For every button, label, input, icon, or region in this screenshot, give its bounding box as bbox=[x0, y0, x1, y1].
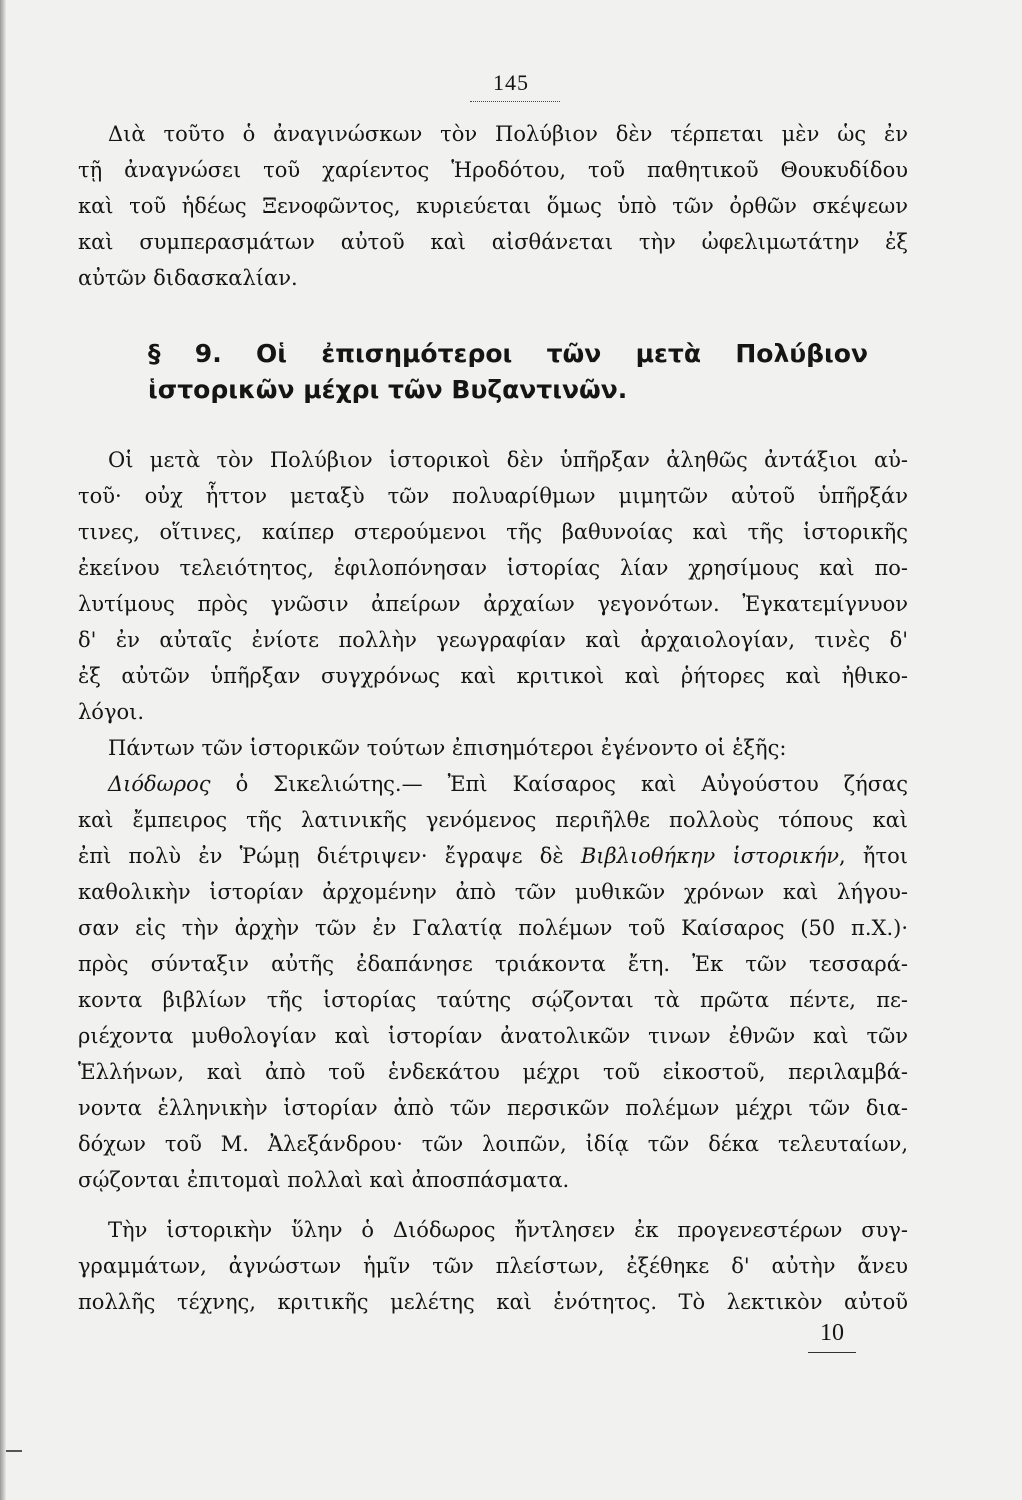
text-line: λυτίμους πρὸς γνῶσιν ἀπείρων ἀρχαίων γεγονότων. Ἐγκατεμίγνυον bbox=[78, 592, 908, 616]
text-line: καὶ ἔμπειρος τῆς λατινικῆς γενόμενος περιῆλθε πολλοὺς τόπους καὶ bbox=[78, 808, 908, 832]
historian-name: Διόδωρος bbox=[108, 772, 211, 796]
text-line: Τὴν ἱστορικὴν ὕλην ὁ Διόδωρος ἤντλησεν ἐκ προγενεστέρων συγ- bbox=[108, 1218, 908, 1242]
text-fragment: ὁ Σικελιώτης.— Ἐπὶ Καίσαρος καὶ Αὐγούστου ζήσας bbox=[210, 772, 908, 796]
list-intro-paragraph bbox=[78, 730, 908, 766]
text-line: πρὸς σύνταξιν αὐτῆς ἐδαπάνησε τριάκοντα ἔτη. Ἐκ τῶν τεσσαρά- bbox=[78, 952, 908, 976]
text-line: δόχων τοῦ Μ. Ἀλεξάνδρου· τῶν λοιπῶν, ἰδίᾳ τῶν δέκα τελευταίων, bbox=[78, 1132, 908, 1156]
text-line: λόγοι. bbox=[78, 700, 145, 724]
text-line: τινες, οἵτινες, καίπερ στερούμενοι τῆς βαθυνοίας καὶ τῆς ἱστορικῆς bbox=[78, 520, 908, 544]
text-line: τοῦ· οὐχ ἧττον μεταξὺ τῶν πολυαρίθμων μιμητῶν αὐτοῦ ὑπῆρξάν bbox=[78, 484, 908, 508]
text-line: κοντα βιβλίων τῆς ἱστορίας ταύτης σῴζονται τὰ πρῶτα πέντε, πε- bbox=[78, 988, 908, 1012]
text-line bbox=[78, 766, 908, 802]
text-line: καὶ συμπερασμάτων αὐτοῦ καὶ αἰσθάνεται τὴν ὠφελιμωτάτην ἐξ bbox=[78, 230, 908, 254]
text-fragment: ἐπὶ πολὺ ἐν Ῥώμῃ διέτριψεν· ἔγραψε δὲ bbox=[78, 844, 581, 868]
text-line: τῇ ἀναγνώσει τοῦ χαρίεντος Ἡροδότου, τοῦ παθητικοῦ Θουκυδίδου bbox=[78, 158, 908, 182]
text-line: πολλῆς τέχνης, κριτικῆς μελέτης καὶ ἑνότητος. Τὸ λεκτικὸν αὐτοῦ bbox=[78, 1290, 908, 1314]
text-line: Οἱ μετὰ τὸν Πολύβιον ἱστορικοὶ δὲν ὑπῆρξαν ἀληθῶς ἀντάξιοι αὐ- bbox=[108, 448, 908, 472]
intro-paragraph bbox=[78, 116, 908, 296]
text-line: Ἑλλήνων, καὶ ἀπὸ τοῦ ἑνδεκάτου μέχρι τοῦ εἰκοστοῦ, περιλαμβά- bbox=[78, 1060, 908, 1084]
text-line: σῴζονται ἐπιτομαὶ πολλαὶ καὶ ἀποσπάσματα. bbox=[78, 1168, 570, 1192]
page-number-rule bbox=[470, 101, 560, 102]
historians-paragraph bbox=[78, 442, 908, 730]
signature-mark: 10 bbox=[820, 1320, 844, 1346]
diodorus-paragraph bbox=[78, 766, 908, 1198]
text-line: ἐκείνου τελειότητος, ἐφιλοπόνησαν ἱστορίας λίαν χρησίμους καὶ πο- bbox=[78, 556, 908, 580]
text-line bbox=[78, 838, 908, 874]
text-line: νοντα ἑλληνικὴν ἱστορίαν ἀπὸ τῶν περσικῶν πολέμων μέχρι τῶν δια- bbox=[78, 1096, 908, 1120]
work-title: Βιβλιοθήκην ἱστορικήν bbox=[580, 844, 839, 868]
text-line: δ' ἐν αὐταῖς ἐνίοτε πολλὴν γεωγραφίαν καὶ ἀρχαιολογίαν, τινὲς δ' bbox=[78, 628, 908, 652]
heading-line: § 9. Οἱ ἐπισημότεροι τῶν μετὰ Πολύβιον bbox=[148, 339, 868, 368]
text-line: σαν εἰς τὴν ἀρχὴν τῶν ἐν Γαλατίᾳ πολέμων τοῦ Καίσαρος (50 π.Χ.)· bbox=[78, 916, 908, 940]
text-line: Πάντων τῶν ἱστορικῶν τούτων ἐπισημότεροι ἐγένοντο οἱ ἑξῆς: bbox=[108, 736, 787, 760]
margin-mark bbox=[6, 1450, 22, 1452]
page-number: 145 bbox=[493, 70, 529, 95]
text-line: γραμμάτων, ἀγνώστων ἡμῖν τῶν πλείστων, ἐξέθηκε δ' αὐτὴν ἄνευ bbox=[78, 1254, 908, 1278]
text-line: Διὰ τοῦτο ὁ ἀναγινώσκων τὸν Πολύβιον δὲν τέρπεται μὲν ὡς ἐν bbox=[108, 122, 908, 146]
text-line: καὶ τοῦ ἡδέως Ξενοφῶντος, κυριεύεται ὅμως ὑπὸ τῶν ὀρθῶν σκέψεων bbox=[78, 194, 908, 218]
heading-line: ἱστορικῶν μέχρι τῶν Βυζαντινῶν. bbox=[148, 375, 628, 404]
signature-rule bbox=[808, 1352, 856, 1353]
section-heading bbox=[148, 336, 868, 408]
text-line: ριέχοντα μυθολογίαν καὶ ἱστορίαν ἀνατολικῶν τινων ἐθνῶν καὶ τῶν bbox=[78, 1024, 908, 1048]
text-line: αὐτῶν διδασκαλίαν. bbox=[78, 266, 298, 290]
text-fragment: , ἤτοι bbox=[838, 844, 908, 868]
page-binding-edge bbox=[0, 0, 6, 1500]
material-paragraph bbox=[78, 1212, 908, 1320]
text-line: ἐξ αὐτῶν ὑπῆρξαν συγχρόνως καὶ κριτικοὶ καὶ ῥήτορες καὶ ἠθικο- bbox=[78, 664, 908, 688]
text-line: καθολικὴν ἱστορίαν ἀρχομένην ἀπὸ τῶν μυθικῶν χρόνων καὶ λήγου- bbox=[78, 880, 908, 904]
